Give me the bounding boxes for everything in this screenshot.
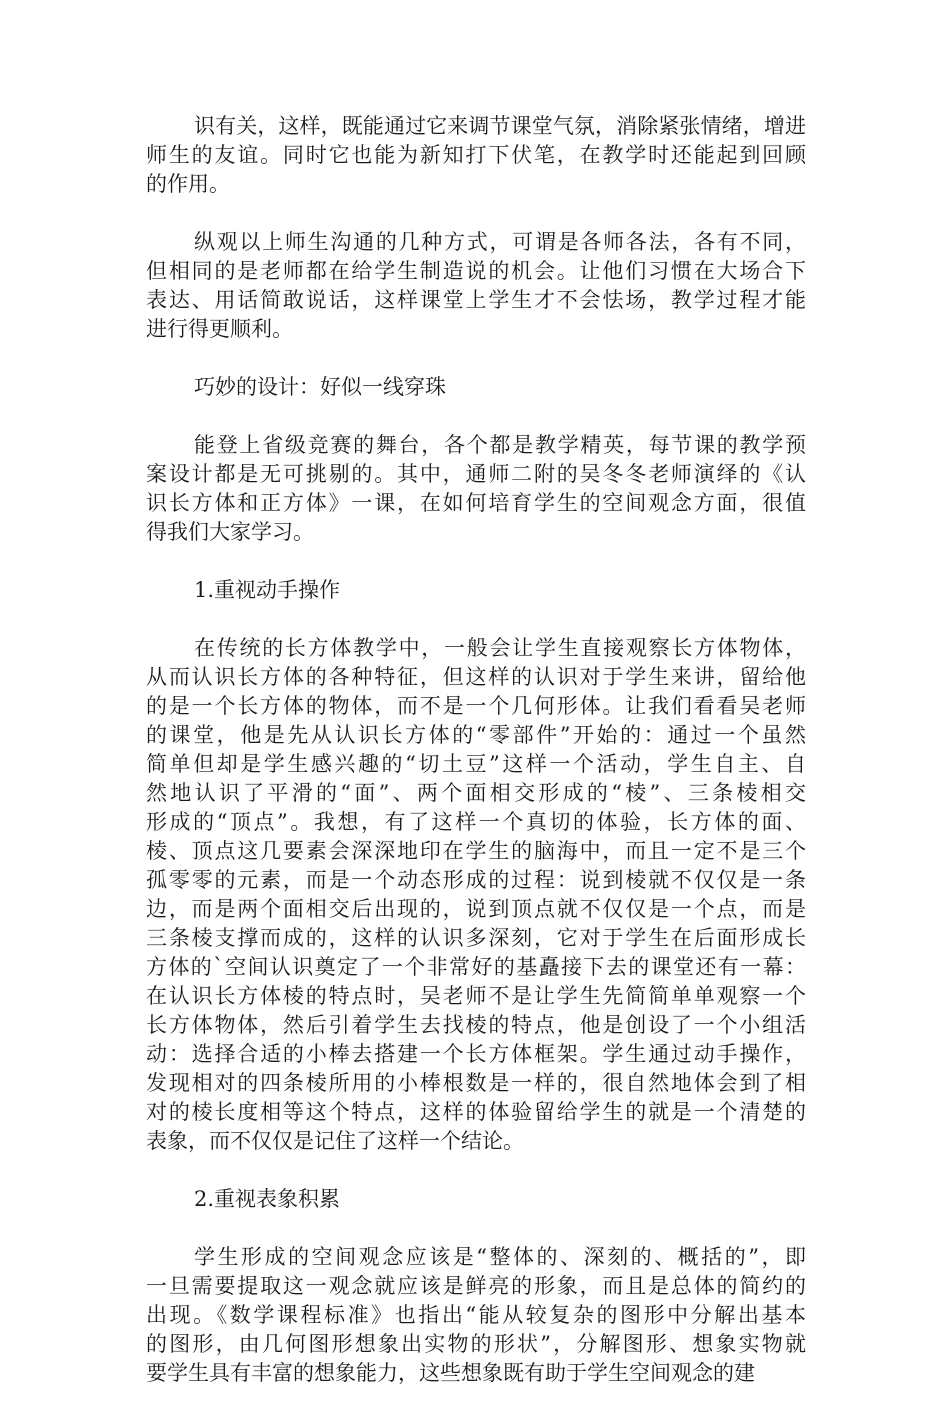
text-line: 得我们大家学习。	[146, 520, 314, 544]
text-line: 2.重视表象积累	[194, 1187, 341, 1211]
text-line: 三条棱支撑而成的，这样的认识多深刻，它对于学生在后面形成长	[146, 926, 806, 950]
text-line: 表象，而不仅仅是记住了这样一个结论。	[146, 1129, 524, 1153]
text-line: 识有关，这样，既能通过它来调节课堂气氛，消除紧张情绪，增进	[194, 114, 806, 138]
text-line: 棱、顶点这几要素会深深地印在学生的脑海中，而且一定不是三个	[146, 839, 806, 863]
text-line: 1.重视动手操作	[194, 578, 341, 602]
text-line: 动：选择合适的小棒去搭建一个长方体框架。学生通过动手操作，	[146, 1042, 806, 1066]
text-line: 能登上省级竞赛的舞台，各个都是教学精英，每节课的教学预	[194, 433, 806, 457]
document-page	[146, 112, 806, 1417]
text-line: 边，而是两个面相交后出现的，说到顶点就不仅仅是一个点，而是	[146, 897, 806, 921]
text-line: 发现相对的四条棱所用的小棒根数是一样的，很自然地体会到了相	[146, 1071, 806, 1095]
body-paragraph	[146, 112, 806, 199]
text-line: 师生的友谊。同时它也能为新知打下伏笔，在教学时还能起到回顾	[146, 143, 806, 167]
section-heading	[146, 1185, 806, 1214]
text-line: 纵观以上师生沟通的几种方式，可谓是各师各法，各有不同，	[194, 230, 806, 254]
body-paragraph	[146, 431, 806, 547]
text-line: 案设计都是无可挑剔的。其中，通师二附的吴冬冬老师演绎的《认	[146, 462, 806, 486]
text-line: 对的棱长度相等这个特点，这样的体验留给学生的就是一个清楚的	[146, 1100, 806, 1124]
text-line: 巧妙的设计：好似一线穿珠	[194, 375, 446, 399]
text-line: 的课堂，他是先从认识长方体的“零部件”开始的：通过一个虽然	[146, 723, 806, 747]
text-line: 方体的`空间认识奠定了一个非常好的基矗接下去的课堂还有一幕：	[146, 955, 806, 979]
text-line: 孤零零的元素，而是一个动态形成的过程：说到棱就不仅仅是一条	[146, 868, 806, 892]
text-line: 学生形成的空间观念应该是“整体的、深刻的、概括的”，即	[194, 1245, 806, 1269]
body-paragraph	[146, 228, 806, 344]
body-paragraph	[146, 1243, 806, 1388]
text-line: 简单但却是学生感兴趣的“切土豆”这样一个活动，学生自主、自	[146, 752, 806, 776]
text-line: 形成的“顶点”。我想，有了这样一个真切的体验，长方体的面、	[146, 810, 806, 834]
text-line: 但相同的是老师都在给学生制造说的机会。让他们习惯在大场合下	[146, 259, 806, 283]
text-line: 的图形，由几何图形想象出实物的形状”，分解图形、想象实物就	[146, 1332, 806, 1356]
text-line: 的作用。	[146, 172, 230, 196]
text-line: 长方体物体，然后引着学生去找棱的特点，他是创设了一个小组活	[146, 1013, 806, 1037]
text-line: 然地认识了平滑的“面”、两个面相交形成的“棱”、三条棱相交	[146, 781, 806, 805]
text-line: 在传统的长方体教学中，一般会让学生直接观察长方体物体，	[194, 636, 806, 660]
text-line: 在认识长方体棱的特点时，吴老师不是让学生先简简单单观察一个	[146, 984, 806, 1008]
body-paragraph	[146, 634, 806, 1156]
section-heading	[146, 373, 806, 402]
text-line: 出现。《数学课程标准》也指出“能从较复杂的图形中分解出基本	[146, 1303, 806, 1327]
text-line: 表达、用话简敢说话，这样课堂上学生才不会怯场，教学过程才能	[146, 288, 806, 312]
text-line: 的是一个长方体的物体，而不是一个几何形体。让我们看看吴老师	[146, 694, 806, 718]
text-line: 要学生具有丰富的想象能力，这些想象既有助于学生空间观念的建	[146, 1361, 755, 1385]
text-line: 从而认识长方体的各种特征，但这样的认识对于学生来讲，留给他	[146, 665, 806, 689]
text-line: 识长方体和正方体》一课，在如何培育学生的空间观念方面，很值	[146, 491, 806, 515]
text-line: 一旦需要提取这一观念就应该是鲜亮的形象，而且是总体的简约的	[146, 1274, 806, 1298]
section-heading	[146, 576, 806, 605]
text-line: 进行得更顺利。	[146, 317, 293, 341]
